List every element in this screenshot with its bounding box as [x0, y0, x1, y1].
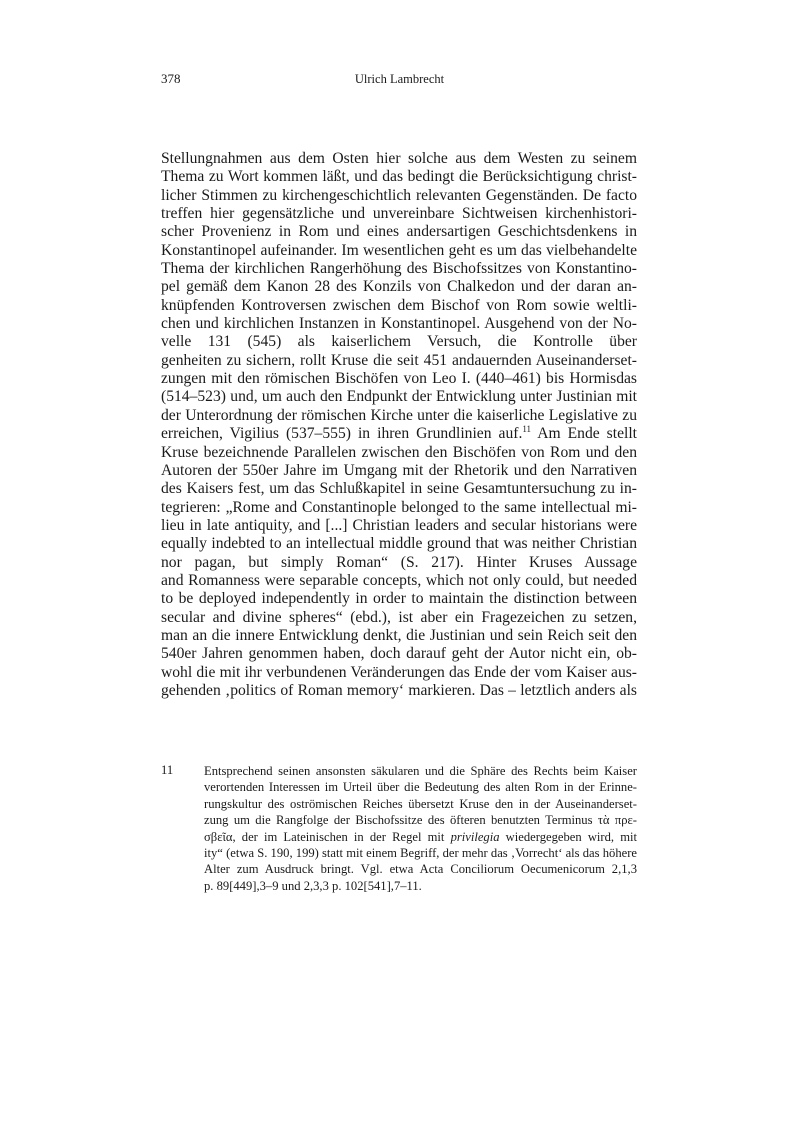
text-line: [204, 829, 637, 845]
text-line: scher Provenienz in Rom und eines andersartigen Geschichtsdenkens in: [161, 223, 637, 241]
text-line: Konstantinopel aufeinander. Im wesentlichen geht es um das vielbehandelte: [161, 241, 637, 259]
text-line: Thema zu Wort kommen läßt, und das bedingt die Berücksichtigung christ-: [161, 168, 637, 186]
text-line: Kruse bezeichnende Parallelen zwischen den Bischöfen von Rom und den: [161, 443, 637, 461]
text-line: der Unterordnung der römischen Kirche unter die kaiserliche Legislative zu: [161, 406, 637, 424]
text-line: secular and divine spheres“ (ebd.), ist aber ein Fragezeichen zu setzen,: [161, 608, 637, 626]
text-line: lieu in late antiquity, and [...] Christian leaders and secular historians were: [161, 516, 637, 534]
text-line: genheiten zu sichern, rollt Kruse die seit 451 andauernden Auseinanderset-: [161, 351, 637, 369]
text-line: chen und kirchlichen Instanzen in Konstantinopel. Ausgehend von der No-: [161, 315, 637, 333]
text-line: equally indebted to an intellectual middle ground that was neither Christian: [161, 535, 637, 553]
running-head: [0, 72, 799, 87]
text-line: zungen mit den römischen Bischöfen von Leo I. (440–461) bis Hormisdas: [161, 370, 637, 388]
text-line: Autoren der 550er Jahre im Umgang mit der Rhetorik und den Narrativen: [161, 461, 637, 479]
footnote: [161, 763, 637, 894]
text-line: knüpfenden Kontroversen zwischen dem Bischof von Rom sowie weltli-: [161, 296, 637, 314]
footnote-reference: 11: [522, 425, 532, 435]
author-name: Ulrich Lambrecht: [354, 72, 445, 86]
text-line: nor pagan, but simply Roman“ (S. 217). Hinter Kruses Aussage: [161, 553, 637, 571]
text-line: Stellungnahmen aus dem Osten hier solche aus dem Westen zu seinem: [161, 150, 637, 167]
text-line: (514–523) und, um auch den Endpunkt der Entwicklung unter Justinian mit: [161, 388, 637, 406]
text-line: wohl die mit ihr verbundenen Veränderungen das Ende der vom Kaiser aus-: [161, 663, 637, 681]
text-line: velle 131 (545) als kaiserlichem Versuch, die Kontrolle über: [161, 333, 637, 351]
text-span: erreichen, Vigilius (537–555) in ihren Grundlinien auf.: [161, 425, 523, 443]
footnote-text: [204, 763, 637, 894]
text-line: to be deployed independently in order to maintain the distinction between: [161, 590, 637, 608]
italic-term: privilegia: [450, 829, 500, 844]
text-line: tegrieren: „Rome and Constantinople belonged to the same intellectual mi-: [161, 498, 637, 516]
text-line: 540er Jahren genommen haben, doch darauf geht der Autor nicht ein, ob-: [161, 645, 637, 663]
text-line: gehenden ‚politics of Roman memory‘ markieren. Das – letztlich anders als: [161, 681, 637, 699]
text-line: man an die innere Entwicklung denkt, die Justinian und sein Reich seit den: [161, 626, 637, 644]
body-text: [161, 150, 637, 700]
footnote-number: 11: [161, 763, 174, 777]
text-line: Entsprechend seinen ansonsten säkularen und die Sphäre des Rechts beim Kaiser: [204, 764, 637, 778]
text-line: rungskultur des oströmischen Reiches übersetzt Kruse den in der Auseinanderset-: [204, 796, 637, 811]
text-line: and Romanness were separable concepts, which not only could, but needed: [161, 571, 637, 589]
text-line: p. 89[449],3–9 und 2,3,3 p. 102[541],7–11.: [204, 878, 422, 893]
text-line: Thema der kirchlichen Rangerhöhung des Bischofssitzes von Konstantino-: [161, 260, 637, 278]
text-span: Am Ende stellt: [531, 425, 637, 443]
text-line: zung um die Rangfolge der Bischofssitze des öfteren benutzten Terminus τὰ πρε-: [204, 813, 637, 828]
text-line: des Kaisers fest, um das Schlußkapitel in seine Gesamtuntersuchung zu in-: [161, 480, 637, 498]
text-line: [161, 425, 637, 443]
text-line: verortenden Interessen im Urteil über die Bedeutung des alten Rom in der Erinne-: [204, 780, 637, 795]
text-line: treffen hier gegensätzliche und unvereinbare Sichtweisen kirchenhistori-: [161, 205, 637, 223]
text-span: σβεῖα, der im Lateinischen in der Regel mit: [204, 829, 451, 844]
text-line: pel gemäß dem Kanon 28 des Konzils von Chalkedon und der daran an-: [161, 278, 637, 296]
text-line: licher Stimmen zu kirchengeschichtlich relevanten Gegenständen. De facto: [161, 186, 637, 204]
text-span: wiedergegeben wird, mit: [505, 829, 637, 844]
text-line: Alter zum Ausdruck bringt. Vgl. etwa Acta Conciliorum Oecumenicorum 2,1,3: [204, 862, 637, 877]
text-line: ity“ (etwa S. 190, 199) statt mit einem Begriff, der mehr das ‚Vorrecht‘ als das höhere: [204, 845, 637, 860]
page-number: 378: [161, 71, 181, 86]
